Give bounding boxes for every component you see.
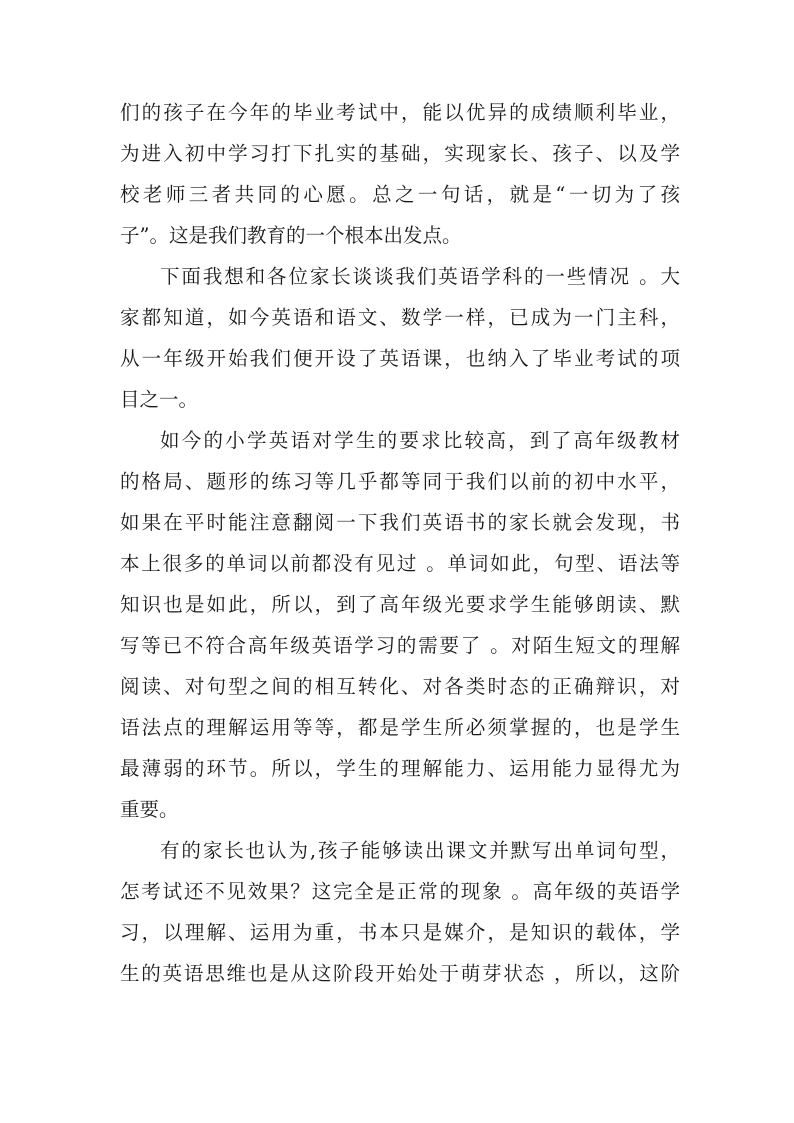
text-line-1: 们的孩子在今年的毕业考试中，能以优异的成绩顺利毕业， <box>120 101 680 124</box>
text-line-3: 校老师三者共同的心愿。总之一句话，就是“一切为了孩 <box>120 183 680 206</box>
text-line-8: 目之一。 <box>120 388 199 411</box>
text-line-2: 为进入初中学习打下扎实的基础，实现家长、孩子、以及学 <box>120 142 680 165</box>
text-line-4: 子”。这是我们教育的一个根本出发点。 <box>120 224 462 247</box>
text-line-17: 最薄弱的环节。所以，学生的理解能力、运用能力显得尤为 <box>120 757 680 780</box>
text-line-16: 语法点的理解运用等等，都是学生所必须掌握的，也是学生 <box>120 716 680 739</box>
text-line-10: 的格局、题形的练习等几乎都等同于我们以前的初中水平， <box>120 470 680 493</box>
text-line-7: 从一年级开始我们便开设了英语课，也纳入了毕业考试的项 <box>120 347 680 370</box>
paragraph-start-line-5: 下面我想和各位家长谈谈我们英语学科的一些情况 。大 <box>160 265 680 288</box>
text-line-12: 本上很多的单词以前都没有见过 。单词如此，句型、语法等 <box>120 552 680 575</box>
text-line-22: 生的英语思维也是从这阶段开始处于萌芽状态 ，所以，这阶 <box>120 962 680 985</box>
text-line-11: 如果在平时能注意翻阅一下我们英语书的家长就会发现，书 <box>120 511 680 534</box>
text-line-18: 重要。 <box>120 798 179 821</box>
text-line-14: 写等已不符合高年级英语学习的需要了 。对陌生短文的理解 <box>120 634 680 657</box>
paragraph-start-line-9: 如今的小学英语对学生的要求比较高，到了高年级教材 <box>160 429 680 452</box>
text-line-13: 知识也是如此，所以，到了高年级光要求学生能够朗读、默 <box>120 593 680 616</box>
text-line-20: 怎考试还不见效果？这完全是正常的现象 。高年级的英语学 <box>120 880 680 903</box>
paragraph-start-line-19: 有的家长也认为,孩子能够读出课文并默写出单词句型， <box>160 839 680 862</box>
text-line-6: 家都知道，如今英语和语文、数学一样，已成为一门主科， <box>120 306 680 329</box>
text-line-21: 习，以理解、运用为重，书本只是媒介，是知识的载体，学 <box>120 921 680 944</box>
text-line-15: 阅读、对句型之间的相互转化、对各类时态的正确辩识，对 <box>120 675 680 698</box>
